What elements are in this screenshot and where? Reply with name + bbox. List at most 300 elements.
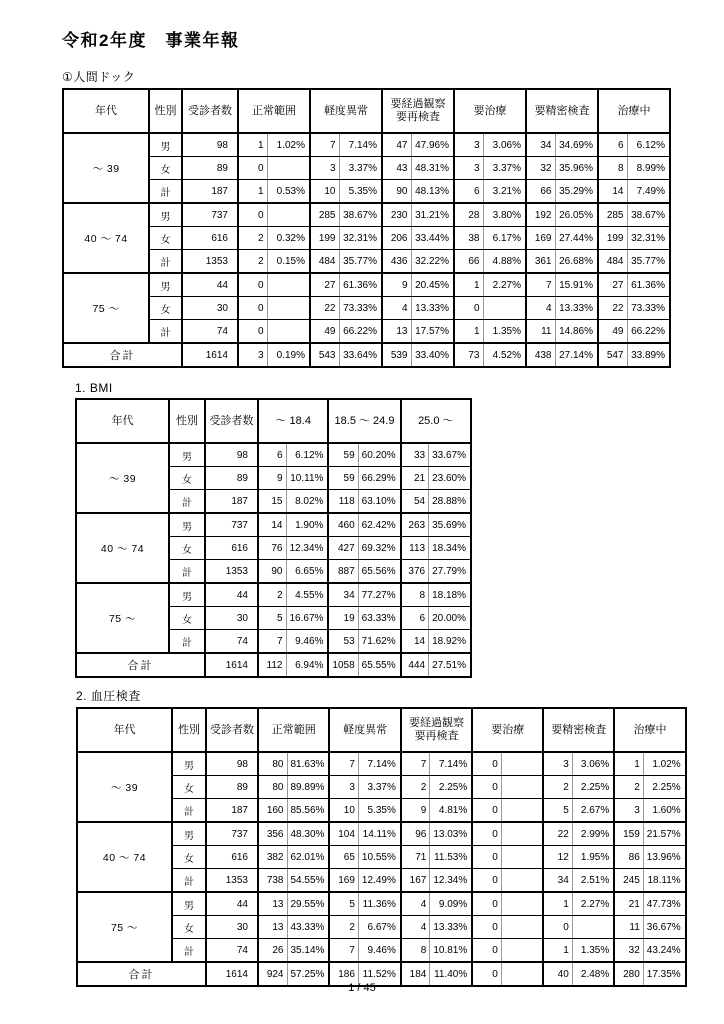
percent-cell: 8.02% [286,490,328,514]
count-cell: 0 [472,752,501,776]
count-cell: 40 [543,962,572,986]
percent-cell [267,320,310,344]
percent-cell: 81.63% [287,752,329,776]
percent-cell [501,799,543,823]
count-cell: 13 [258,892,287,916]
percent-cell: 18.11% [643,869,685,893]
count-cell: 427 [328,537,358,560]
count-cell: 12 [543,846,572,869]
examinee-count-cell: 187 [182,180,238,204]
percent-cell: 2.25% [572,776,614,799]
percent-cell: 77.27% [358,583,400,607]
percent-cell: 11.40% [430,962,472,986]
table-row [63,157,670,180]
percent-cell: 5.35% [358,799,400,823]
count-cell: 80 [258,752,287,776]
stats-table [75,398,472,678]
column-header: 受診者数 [182,89,238,133]
percent-cell: 27.79% [429,560,471,584]
percent-cell: 11.53% [430,846,472,869]
percent-cell: 2.27% [572,892,614,916]
percent-cell: 6.12% [286,443,328,467]
percent-cell [501,822,543,846]
count-cell: 14 [401,630,429,654]
sex-cell: 計 [149,320,182,344]
table-row [76,583,471,607]
examinee-count-cell: 1614 [205,653,258,677]
count-cell: 86 [614,846,643,869]
examinee-count-cell: 30 [206,916,258,939]
count-cell: 0 [472,869,501,893]
percent-cell: 17.57% [411,320,454,344]
percent-cell: 11.36% [358,892,400,916]
percent-cell: 18.34% [429,537,471,560]
percent-cell: 1.35% [572,939,614,963]
group-header-line: 要精密検査 [551,723,607,736]
sex-cell: 計 [172,939,206,963]
percent-cell [501,869,543,893]
examinee-count-cell: 44 [182,273,238,297]
percent-cell: 65.55% [358,653,400,677]
percent-cell: 89.89% [287,776,329,799]
sex-cell: 女 [169,537,205,560]
percent-cell: 0.15% [267,250,310,274]
group-column-header [382,89,454,133]
percent-cell [501,752,543,776]
examinee-count-cell: 30 [182,297,238,320]
group-header-line: 正常範囲 [252,104,296,117]
count-cell: 49 [598,320,627,344]
percent-cell: 12.49% [358,869,400,893]
age-group-cell: 75 ～ [63,273,149,343]
examinee-count-cell: 44 [205,583,258,607]
percent-cell: 35.77% [627,250,670,274]
count-cell: 0 [472,916,501,939]
percent-cell: 9.46% [358,939,400,963]
count-cell: 2 [258,583,286,607]
percent-cell: 43.24% [643,939,685,963]
group-column-header [598,89,670,133]
count-cell: 924 [258,962,287,986]
percent-cell: 48.31% [411,157,454,180]
percent-cell: 28.88% [429,490,471,514]
sex-cell: 女 [149,297,182,320]
column-header: 受診者数 [205,399,258,443]
table-row [63,273,670,297]
percent-cell: 27.44% [555,227,598,250]
sex-cell: 女 [172,916,206,939]
count-cell: 0 [472,776,501,799]
count-cell: 356 [258,822,287,846]
percent-cell: 54.55% [287,869,329,893]
percent-cell: 33.44% [411,227,454,250]
count-cell: 8 [401,583,429,607]
sex-cell: 計 [149,250,182,274]
percent-cell: 6.67% [358,916,400,939]
percent-cell: 11.52% [358,962,400,986]
count-cell: 9 [401,799,430,823]
count-cell: 230 [382,203,411,227]
count-cell: 13 [258,916,287,939]
group-header-line: 治療中 [633,723,667,736]
count-cell: 192 [526,203,555,227]
percent-cell: 4.52% [483,343,526,367]
sex-cell: 男 [172,822,206,846]
count-cell: 118 [328,490,358,514]
column-header: 性別 [169,399,205,443]
count-cell: 47 [382,133,411,157]
percent-cell: 23.60% [429,467,471,490]
count-cell: 76 [258,537,286,560]
percent-cell: 3.37% [358,776,400,799]
sex-cell: 計 [149,180,182,204]
examinee-count-cell: 616 [182,227,238,250]
count-cell: 3 [543,752,572,776]
count-cell: 2 [238,250,267,274]
percent-cell: 1.35% [483,320,526,344]
group-column-header [329,708,400,752]
count-cell: 280 [614,962,643,986]
count-cell: 5 [543,799,572,823]
percent-cell: 6.65% [286,560,328,584]
percent-cell: 1.02% [267,133,310,157]
percent-cell [267,157,310,180]
examinee-count-cell: 1614 [182,343,238,367]
sex-cell: 女 [169,467,205,490]
percent-cell: 38.67% [627,203,670,227]
count-cell: 0 [543,916,572,939]
count-cell: 5 [258,607,286,630]
group-column-header [328,399,400,443]
count-cell: 1 [454,320,483,344]
count-cell: 199 [310,227,339,250]
percent-cell: 61.36% [627,273,670,297]
age-group-cell: 75 ～ [76,583,169,653]
column-header: 年代 [76,399,169,443]
percent-cell: 2.27% [483,273,526,297]
percent-cell [267,297,310,320]
percent-cell: 0.53% [267,180,310,204]
count-cell: 7 [329,939,358,963]
column-header: 性別 [172,708,206,752]
percent-cell: 66.29% [358,467,400,490]
age-group-cell: 40 ～ 74 [63,203,149,273]
percent-cell: 7.49% [627,180,670,204]
percent-cell: 2.25% [643,776,685,799]
percent-cell: 13.33% [430,916,472,939]
percent-cell [267,273,310,297]
count-cell: 285 [598,203,627,227]
percent-cell: 12.34% [286,537,328,560]
count-cell: 382 [258,846,287,869]
column-header: 受診者数 [206,708,258,752]
percent-cell: 27.14% [555,343,598,367]
count-cell: 27 [310,273,339,297]
percent-cell: 8.99% [627,157,670,180]
table-row [63,180,670,204]
sex-cell: 女 [149,157,182,180]
examinee-count-cell: 74 [206,939,258,963]
group-column-header [526,89,598,133]
count-cell: 22 [543,822,572,846]
examinee-count-cell: 89 [206,776,258,799]
percent-cell: 26.68% [555,250,598,274]
percent-cell: 1.02% [643,752,685,776]
age-group-cell: 75 ～ [77,892,172,962]
age-group-cell: ～ 39 [76,443,169,513]
group-header-line: 要経過観察 [409,717,465,729]
table-row [76,443,471,467]
percent-cell: 3.80% [483,203,526,227]
group-header-line: 治療中 [617,104,651,117]
sex-cell: 男 [169,583,205,607]
examinee-count-cell: 89 [182,157,238,180]
percent-cell: 3.37% [339,157,382,180]
count-cell: 104 [329,822,358,846]
table-row [63,250,670,274]
count-cell: 7 [310,133,339,157]
count-cell: 21 [401,467,429,490]
percent-cell: 12.34% [430,869,472,893]
count-cell: 8 [598,157,627,180]
percent-cell: 27.51% [429,653,471,677]
examinee-count-cell: 89 [205,467,258,490]
group-column-header [614,708,685,752]
group-column-header [258,399,328,443]
count-cell: 738 [258,869,287,893]
examinee-count-cell: 616 [206,846,258,869]
percent-cell: 73.33% [627,297,670,320]
percent-cell: 2.51% [572,869,614,893]
group-header-line: 25.0 ～ [418,414,454,427]
stats-table [76,707,687,987]
group-header-line: 軽度異常 [324,104,368,117]
count-cell: 3 [454,157,483,180]
examinee-count-cell: 98 [205,443,258,467]
percent-cell [483,297,526,320]
count-cell: 0 [238,320,267,344]
count-cell: 1 [614,752,643,776]
table-row [63,297,670,320]
count-cell: 0 [238,157,267,180]
percent-cell: 20.00% [429,607,471,630]
percent-cell: 6.94% [286,653,328,677]
sex-cell: 計 [172,869,206,893]
count-cell: 26 [258,939,287,963]
count-cell: 22 [598,297,627,320]
percent-cell: 85.56% [287,799,329,823]
count-cell: 7 [401,752,430,776]
count-cell: 21 [614,892,643,916]
count-cell: 66 [526,180,555,204]
percent-cell: 47.73% [643,892,685,916]
percent-cell: 5.35% [339,180,382,204]
count-cell: 159 [614,822,643,846]
count-cell: 0 [472,846,501,869]
percent-cell: 2.25% [430,776,472,799]
percent-cell: 35.77% [339,250,382,274]
count-cell: 73 [454,343,483,367]
percent-cell: 66.22% [339,320,382,344]
count-cell: 1 [543,939,572,963]
count-cell: 1 [238,180,267,204]
group-header-line: 要再検査 [396,111,440,123]
age-group-cell: ～ 39 [77,752,172,822]
count-cell: 3 [329,776,358,799]
sex-cell: 男 [149,133,182,157]
group-column-header [401,399,471,443]
percent-cell: 33.64% [339,343,382,367]
percent-cell: 13.33% [555,297,598,320]
count-cell: 2 [614,776,643,799]
count-cell: 1 [238,133,267,157]
count-cell: 6 [401,607,429,630]
count-cell: 169 [526,227,555,250]
examinee-count-cell: 1353 [206,869,258,893]
count-cell: 34 [328,583,358,607]
count-cell: 186 [329,962,358,986]
count-cell: 59 [328,443,358,467]
count-cell: 11 [614,916,643,939]
tables-area [0,68,724,987]
count-cell: 887 [328,560,358,584]
percent-cell: 1.60% [643,799,685,823]
count-cell: 113 [401,537,429,560]
percent-cell: 4.81% [430,799,472,823]
percent-cell: 63.33% [358,607,400,630]
percent-cell: 32.31% [627,227,670,250]
examinee-count-cell: 44 [206,892,258,916]
count-cell: 34 [526,133,555,157]
percent-cell: 18.92% [429,630,471,654]
percent-cell: 13.03% [430,822,472,846]
count-cell: 90 [382,180,411,204]
percent-cell: 3.06% [483,133,526,157]
count-cell: 22 [310,297,339,320]
total-row [63,343,670,367]
examinee-count-cell: 74 [205,630,258,654]
count-cell: 32 [614,939,643,963]
table-row [77,752,686,776]
table-row [63,320,670,344]
percent-cell: 7.14% [430,752,472,776]
total-label-cell: 合計 [77,962,206,986]
count-cell: 65 [329,846,358,869]
group-column-header [454,89,526,133]
count-cell: 13 [382,320,411,344]
percent-cell: 71.62% [358,630,400,654]
percent-cell: 34.69% [555,133,598,157]
count-cell: 484 [598,250,627,274]
percent-cell: 14.86% [555,320,598,344]
total-label-cell: 合計 [76,653,205,677]
percent-cell [501,916,543,939]
percent-cell: 4.55% [286,583,328,607]
count-cell: 59 [328,467,358,490]
group-header-line: 要治療 [491,723,525,736]
percent-cell: 14.11% [358,822,400,846]
age-group-cell: 40 ～ 74 [76,513,169,583]
group-header-line: 要再検査 [414,730,459,742]
count-cell: 54 [401,490,429,514]
count-cell: 361 [526,250,555,274]
percent-cell: 57.25% [287,962,329,986]
count-cell: 376 [401,560,429,584]
section-label: ①人間ドック [62,70,136,84]
group-column-header [543,708,614,752]
count-cell: 2 [329,916,358,939]
count-cell: 90 [258,560,286,584]
count-cell: 7 [258,630,286,654]
percent-cell: 31.21% [411,203,454,227]
percent-cell: 65.56% [358,560,400,584]
count-cell: 0 [472,962,501,986]
count-cell: 4 [382,297,411,320]
percent-cell: 4.88% [483,250,526,274]
examinee-count-cell: 1614 [206,962,258,986]
percent-cell: 2.99% [572,822,614,846]
percent-cell: 73.33% [339,297,382,320]
sex-cell: 女 [172,776,206,799]
percent-cell: 61.36% [339,273,382,297]
count-cell: 245 [614,869,643,893]
total-label-cell: 合計 [63,343,182,367]
percent-cell: 36.67% [643,916,685,939]
percent-cell: 13.33% [411,297,454,320]
count-cell: 4 [401,916,430,939]
count-cell: 3 [238,343,267,367]
examinee-count-cell: 74 [182,320,238,344]
count-cell: 3 [310,157,339,180]
age-group-cell: 40 ～ 74 [77,822,172,892]
count-cell: 10 [329,799,358,823]
percent-cell: 17.35% [643,962,685,986]
group-header-line: ～ 18.4 [275,414,311,427]
percent-cell: 0.19% [267,343,310,367]
count-cell: 96 [401,822,430,846]
report-section [62,68,724,368]
examinee-count-cell: 30 [205,607,258,630]
percent-cell: 10.55% [358,846,400,869]
percent-cell: 66.22% [627,320,670,344]
percent-cell: 6.12% [627,133,670,157]
count-cell: 6 [258,443,286,467]
count-cell: 543 [310,343,339,367]
examinee-count-cell: 737 [206,822,258,846]
column-header: 性別 [149,89,182,133]
count-cell: 285 [310,203,339,227]
column-header: 年代 [63,89,149,133]
count-cell: 3 [454,133,483,157]
count-cell: 436 [382,250,411,274]
percent-cell [501,776,543,799]
percent-cell: 35.14% [287,939,329,963]
percent-cell: 60.20% [358,443,400,467]
table-row [77,892,686,916]
percent-cell: 62.01% [287,846,329,869]
count-cell: 4 [401,892,430,916]
count-cell: 10 [310,180,339,204]
count-cell: 27 [598,273,627,297]
percent-cell: 16.67% [286,607,328,630]
count-cell: 547 [598,343,627,367]
percent-cell: 3.06% [572,752,614,776]
count-cell: 0 [472,939,501,963]
examinee-count-cell: 98 [206,752,258,776]
percent-cell: 35.96% [555,157,598,180]
count-cell: 199 [598,227,627,250]
percent-cell: 47.96% [411,133,454,157]
